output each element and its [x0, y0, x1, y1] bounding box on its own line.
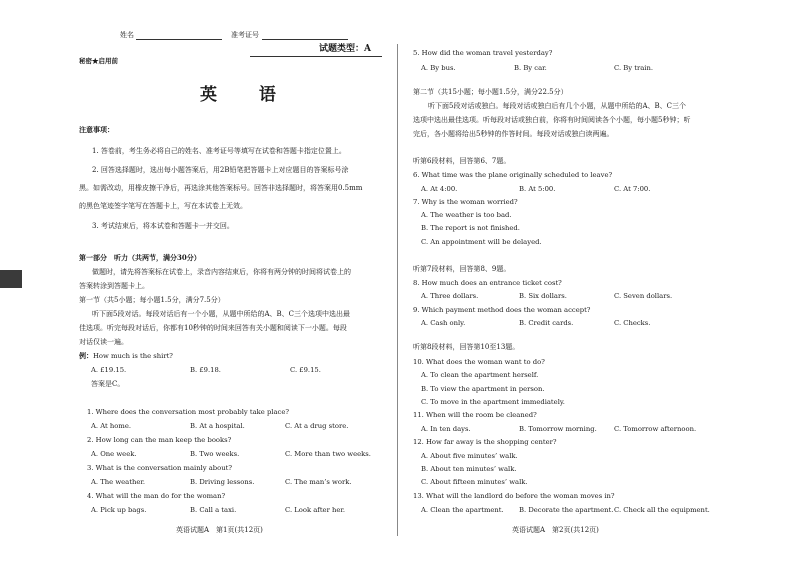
q4-option-a: A. Pick up bags.: [91, 506, 147, 514]
q8-option-c: C. Seven dollars.: [614, 292, 673, 300]
notice-item-1: 1. 答卷前，考生务必将自己的姓名、准考证号等填写在试卷和答题卡指定位置上。: [92, 147, 346, 155]
question-12: 12. How far away is the shopping center?: [413, 438, 557, 446]
name-label: 姓名: [120, 31, 134, 39]
q2-option-a: A. One week.: [91, 450, 137, 458]
question-5: 5. How did the woman travel yesterday?: [413, 49, 553, 57]
q11-option-b: B. Tomorrow morning.: [519, 425, 597, 433]
q5-option-a: A. By bus.: [421, 64, 456, 72]
q12-option-a: A. About five minutes’ walk.: [421, 452, 518, 460]
example-option-a: A. £19.15.: [91, 366, 127, 374]
question-9: 9. Which payment method does the woman accept?: [413, 306, 591, 314]
ticket-label: 准考证号: [231, 31, 259, 39]
section2-title: 第二节（共15小题；每小题1.5分，满分22.5分）: [413, 88, 568, 96]
notice-item-2: 2. 回答选择题时，选出每小题答案后，用2B铅笔把答题卡上对应题目的答案标号涂: [92, 166, 349, 174]
question-3: 3. What is the conversation mainly about?: [87, 464, 233, 472]
q8-option-a: A. Three dollars.: [421, 292, 479, 300]
section1-title: 第一节（共5小题；每小题1.5分，满分7.5分）: [79, 296, 225, 304]
q13-option-a: A. Clean the apartment.: [421, 506, 504, 514]
part1-intro-1: 做题时，请先将答案标在试卷上，录音内容结束后，你将有两分钟的时间将试卷上的: [92, 268, 351, 276]
q7-option-b: B. The report is not finished.: [421, 224, 520, 232]
question-4: 4. What will the man do for the woman?: [87, 492, 226, 500]
q13-option-c: C. Check all the equipment.: [614, 506, 710, 514]
q8-option-b: B. Six dollars.: [519, 292, 567, 300]
question-10: 10. What does the woman want to do?: [413, 358, 545, 366]
q3-option-b: B. Driving lessons.: [190, 478, 255, 486]
q10-option-c: C. To move in the apartment immediately.: [421, 398, 565, 406]
example-label: 例：: [79, 351, 93, 360]
notice-item-3: 3. 考试结束后，将本试卷和答题卡一并交回。: [92, 222, 234, 230]
q12-option-c: C. About fifteen minutes’ walk.: [421, 478, 528, 486]
question-6: 6. What time was the plane originally scheduled to leave?: [413, 171, 613, 179]
page-edge-mark: [0, 270, 22, 288]
section1-intro-1: 听下面5段对话。每段对话后有一个小题，从题中所给的A、B、C三个选项中选出最: [92, 310, 351, 318]
notice-item-2-cont: 黑。如需改动，用橡皮擦干净后，再选涂其他答案标号。回答非选择题时，将答案用0.5mm: [79, 184, 363, 192]
q7-option-a: A. The weather is too bad.: [421, 211, 512, 219]
q13-option-b: B. Decorate the apartment.: [519, 506, 614, 514]
q5-option-c: C. By train.: [614, 64, 654, 72]
section2-intro-2: 选项中选出最佳选项。听每段对话或独白前，你将有时间阅读各个小题，每小题5秒钟；听: [413, 116, 691, 124]
notice-title: 注意事项：: [79, 125, 114, 134]
q2-option-c: C. More than two weeks.: [285, 450, 371, 458]
q10-option-a: A. To clean the apartment herself.: [421, 371, 539, 379]
q6-option-a: A. At 4:00.: [421, 185, 458, 193]
subject-title: 英 语: [200, 85, 294, 105]
q10-option-b: B. To view the apartment in person.: [421, 385, 545, 393]
q6-option-b: B. At 5:00.: [519, 185, 556, 193]
material-7-heading: 听第7段材料，回答第8、9题。: [413, 265, 511, 273]
part1-intro-2: 答案转涂到答题卡上。: [79, 282, 149, 290]
paper-type: 试题类型：A: [319, 44, 371, 54]
example-option-c: C. £9.15.: [290, 366, 321, 374]
q1-option-b: B. At a hospital.: [190, 422, 245, 430]
name-field-line: [136, 39, 222, 40]
material-8-heading: 听第8段材料，回答第10至13题。: [413, 343, 520, 351]
q11-option-a: A. In ten days.: [421, 425, 471, 433]
q9-option-a: A. Cash only.: [421, 319, 466, 327]
q3-option-a: A. The weather.: [91, 478, 146, 486]
question-2: 2. How long can the man keep the books?: [87, 436, 232, 444]
footer-left: 英语试题A 第1页(共12页): [176, 526, 263, 534]
section1-intro-2: 佳选项。听完每段对话后，你都有10秒钟的时间来回答有关小题和阅读下一小题。每段: [79, 324, 347, 332]
section1-intro-3: 对话仅读一遍。: [79, 338, 128, 346]
notice-item-2-cont2: 的黑色笔迹签字笔写在答题卡上，写在本试卷上无效。: [79, 202, 247, 210]
q6-option-c: C. At 7:00.: [614, 185, 651, 193]
question-13: 13. What will the landlord do before the woman moves in?: [413, 492, 615, 500]
q4-option-b: B. Call a taxi.: [190, 506, 237, 514]
q7-option-c: C. An appointment will be delayed.: [421, 238, 542, 246]
question-8: 8. How much does an entrance ticket cost?: [413, 279, 562, 287]
question-11: 11. When will the room be cleaned?: [413, 411, 537, 419]
q3-option-c: C. The man’s work.: [285, 478, 352, 486]
q4-option-c: C. Look after her.: [285, 506, 346, 514]
part1-title: 第一部分 听力（共两节，满分30分）: [79, 253, 201, 262]
q12-option-b: B. About ten minutes’ walk.: [421, 465, 517, 473]
header-rule: [250, 56, 382, 57]
q1-option-a: A. At home.: [91, 422, 132, 430]
example-option-b: B. £9.18.: [190, 366, 221, 374]
material-6-heading: 听第6段材料，回答第6、7题。: [413, 157, 511, 165]
footer-right: 英语试题A 第2页(共12页): [512, 526, 599, 534]
secret-label: 秘密★启用前: [79, 57, 118, 65]
q5-option-b: B. By car.: [514, 64, 547, 72]
ticket-field-line: [262, 39, 348, 40]
q2-option-b: B. Two weeks.: [190, 450, 240, 458]
question-1: 1. Where does the conversation most probably take place?: [87, 408, 290, 416]
example-answer: 答案是C。: [91, 380, 125, 388]
q11-option-c: C. Tomorrow afternoon.: [614, 425, 697, 433]
example-question: How much is the shirt?: [93, 352, 173, 360]
page-divider: [397, 44, 398, 536]
section2-intro-1: 听下面5段对话或独白。每段对话或独白后有几个小题，从题中所给的A、B、C三个: [428, 102, 687, 110]
q1-option-c: C. At a drug store.: [285, 422, 349, 430]
q9-option-c: C. Checks.: [614, 319, 651, 327]
section2-intro-3: 完后，各小题将给出5秒钟的作答时间。每段对话或独白读两遍。: [413, 130, 614, 138]
question-7: 7. Why is the woman worried?: [413, 198, 518, 206]
q9-option-b: B. Credit cards.: [519, 319, 574, 327]
